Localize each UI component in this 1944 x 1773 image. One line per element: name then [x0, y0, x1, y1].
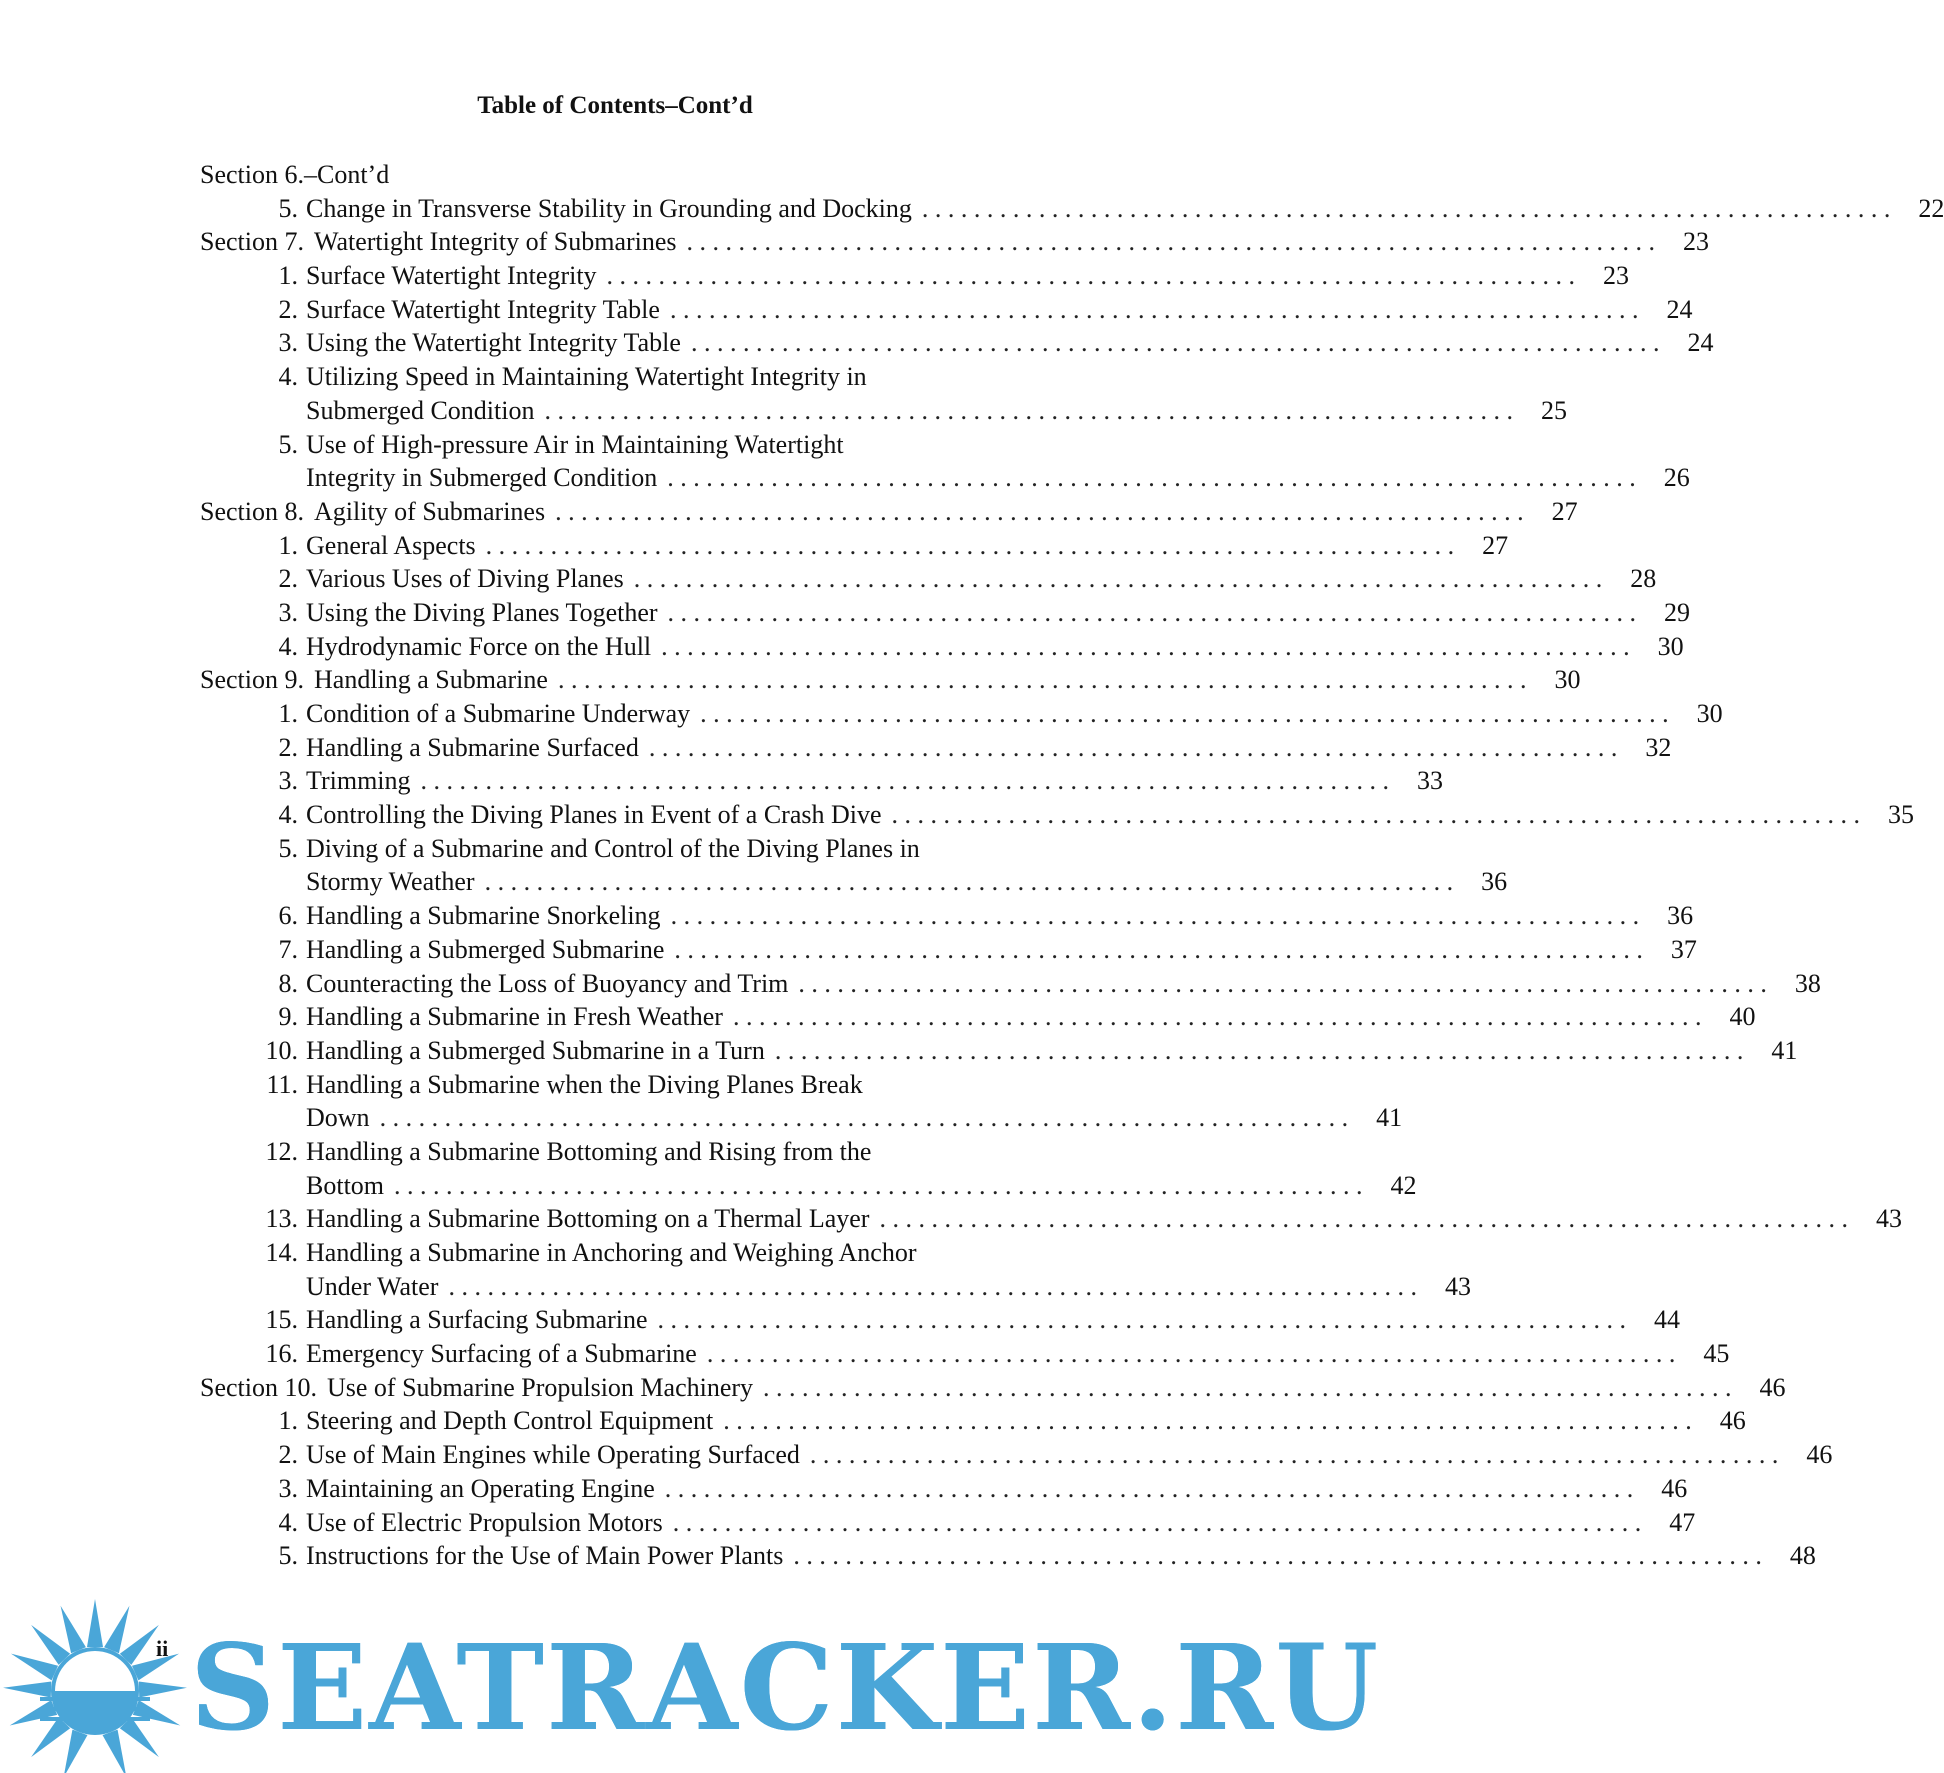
toc-entry-title: Use of Submarine Propulsion Machinery: [327, 1372, 754, 1402]
toc-dot-leader: [668, 596, 1637, 630]
toc-item-row: [200, 1303, 1681, 1337]
toc-page-number: 41: [1376, 1103, 1403, 1133]
toc-item-number: 16.: [265, 1339, 298, 1369]
toc-item-row: [200, 1337, 1730, 1371]
toc-page-number: 24: [1666, 294, 1693, 324]
toc-page-number: 30: [1554, 665, 1581, 695]
toc-entry-title: Handling a Submarine: [314, 665, 548, 695]
toc-item-number: 4.: [278, 1507, 298, 1537]
toc-page-number: 44: [1654, 1305, 1681, 1335]
toc-item-row: [200, 192, 1944, 226]
toc-item-row: [200, 1068, 1060, 1102]
toc-dot-leader: [879, 1202, 1848, 1236]
toc-section-heading: [200, 158, 1060, 192]
toc-item-number: 2.: [278, 732, 298, 762]
toc-entry-title: Handling a Submarine Bottoming and Rising from the: [306, 1136, 872, 1166]
toc-item-number: 4.: [278, 362, 298, 392]
table-of-contents: [200, 158, 1944, 1573]
toc-page-number: 47: [1669, 1507, 1696, 1537]
toc-page-number: 32: [1645, 732, 1672, 762]
toc-entry-title: Handling a Submarine in Anchoring and Weighing Anchor: [306, 1238, 917, 1267]
toc-section-label: Section 10.: [200, 1372, 317, 1402]
toc-item-number: 5.: [278, 429, 298, 459]
toc-entry-title: Handling a Surfacing Submarine: [306, 1305, 648, 1335]
toc-item-number: 5.: [278, 193, 298, 223]
page-number: ii: [156, 1636, 169, 1661]
toc-item-number: 2.: [278, 564, 298, 594]
toc-page-number: 38: [1794, 968, 1821, 998]
toc-dot-leader: [922, 192, 1891, 226]
toc-item-number: 10.: [265, 1035, 298, 1065]
toc-dot-leader: [670, 293, 1639, 327]
toc-dot-leader: [763, 1371, 1732, 1405]
toc-entry-title: Watertight Integrity of Submarines: [314, 227, 677, 257]
toc-item-number: 7.: [278, 934, 298, 964]
toc-item-row: [200, 731, 1672, 765]
toc-dot-leader: [607, 259, 1576, 293]
toc-page-number: 43: [1875, 1204, 1902, 1234]
toc-dot-leader: [380, 1101, 1349, 1135]
toc-dot-leader: [700, 697, 1669, 731]
toc-item-row: [200, 899, 1694, 933]
toc-section-label: Section 6.–Cont’d: [200, 160, 390, 189]
toc-item-row: [200, 1034, 1798, 1068]
toc-dot-leader: [674, 933, 1643, 967]
toc-entry-title: Counteracting the Loss of Buoyancy and Trim: [306, 968, 789, 998]
toc-item-number: 3.: [278, 766, 298, 796]
toc-item-row: [200, 1236, 1060, 1270]
toc-entry-title: Use of Main Engines while Operating Surfaced: [306, 1440, 800, 1470]
toc-dot-leader: [394, 1169, 1363, 1203]
toc-item-number: 2.: [278, 294, 298, 324]
toc-section-row: [200, 663, 1581, 697]
toc-item-row: [200, 1202, 1902, 1236]
toc-entry-title: Handling a Submerged Submarine: [306, 934, 665, 964]
toc-page-number: 23: [1603, 261, 1630, 291]
toc-page-number: 41: [1771, 1035, 1798, 1065]
toc-entry-title-continuation: Under Water: [306, 1271, 439, 1301]
toc-page-number: 46: [1759, 1372, 1786, 1402]
toc-page-number: 40: [1729, 1002, 1756, 1032]
toc-entry-title: Controlling the Diving Planes in Event of a Crash Dive: [306, 800, 882, 830]
toc-dot-leader: [634, 562, 1603, 596]
toc-dot-leader: [798, 967, 1767, 1001]
toc-item-row: [200, 1404, 1746, 1438]
toc-dot-leader: [661, 630, 1630, 664]
sun-icon: [0, 1595, 190, 1773]
toc-dot-leader: [448, 1270, 1417, 1304]
toc-item-number: 12.: [265, 1136, 298, 1166]
toc-page-number: 23: [1683, 227, 1710, 257]
toc-page-number: 37: [1670, 934, 1697, 964]
toc-item-row: [200, 1539, 1816, 1573]
toc-entry-title: Use of High-pressure Air in Maintaining Watertight: [306, 429, 844, 459]
toc-item-continuation-row: [200, 865, 1508, 899]
toc-section-label: Section 7.: [200, 227, 304, 257]
toc-item-row: [200, 1000, 1756, 1034]
toc-entry-title: Steering and Depth Control Equipment: [306, 1406, 714, 1436]
toc-item-number: 5.: [278, 1541, 298, 1571]
toc-section-row: [200, 1371, 1786, 1405]
watermark-text: SEATRACKER.RU: [190, 1618, 1381, 1757]
toc-item-number: 4.: [278, 800, 298, 830]
toc-page-number: 22: [1918, 193, 1944, 223]
toc-entry-title: Handling a Submarine Surfaced: [306, 732, 639, 762]
toc-dot-leader: [691, 326, 1660, 360]
toc-item-number: 3.: [278, 328, 298, 358]
toc-page-number: 28: [1630, 564, 1657, 594]
toc-page-number: 42: [1390, 1170, 1417, 1200]
toc-item-number: 8.: [278, 968, 298, 998]
toc-entry-title: Diving of a Submarine and Control of the Diving Planes in: [306, 833, 920, 863]
toc-item-row: [200, 630, 1684, 664]
toc-page-number: 43: [1444, 1271, 1471, 1301]
toc-item-row: [200, 832, 1060, 866]
toc-item-continuation-row: [200, 1270, 1471, 1304]
toc-entry-title-continuation: Submerged Condition: [306, 395, 535, 425]
toc-entry-title: Trimming: [306, 766, 411, 796]
toc-entry-title: Condition of a Submarine Underway: [306, 699, 691, 728]
toc-dot-leader: [793, 1539, 1762, 1573]
toc-item-number: 9.: [278, 1002, 298, 1032]
toc-dot-leader: [658, 1303, 1627, 1337]
toc-page-number: 48: [1789, 1541, 1816, 1571]
toc-item-row: [200, 697, 1723, 731]
toc-entry-title: Agility of Submarines: [314, 496, 546, 526]
toc-entry-title: Change in Transverse Stability in Grounding and Docking: [306, 193, 912, 223]
toc-item-row: [200, 259, 1630, 293]
toc-entry-title: Use of Electric Propulsion Motors: [306, 1507, 663, 1537]
toc-entry-title-continuation: Down: [306, 1103, 370, 1133]
toc-page-number: 26: [1663, 463, 1690, 493]
toc-item-row: [200, 967, 1821, 1001]
toc-entry-title-continuation: Stormy Weather: [306, 867, 475, 897]
toc-dot-leader: [775, 1034, 1744, 1068]
toc-entry-title: Emergency Surfacing of a Submarine: [306, 1339, 697, 1369]
toc-entry-title: Utilizing Speed in Maintaining Watertight Integrity in: [306, 362, 867, 392]
toc-entry-title-continuation: Bottom: [306, 1170, 385, 1200]
toc-section-label: Section 9.: [200, 665, 304, 695]
toc-dot-leader: [723, 1404, 1692, 1438]
toc-dot-leader: [707, 1337, 1676, 1371]
toc-entry-title: Handling a Submarine in Fresh Weather: [306, 1002, 723, 1032]
toc-item-row: [200, 360, 1060, 394]
toc-item-row: [200, 562, 1657, 596]
toc-entry-title: Handling a Submerged Submarine in a Turn: [306, 1035, 765, 1065]
toc-dot-leader: [486, 529, 1455, 563]
toc-item-number: 13.: [265, 1204, 298, 1234]
toc-item-row: [200, 764, 1444, 798]
toc-item-number: 5.: [278, 833, 298, 863]
toc-entry-title: Maintaining an Operating Engine: [306, 1473, 655, 1503]
toc-dot-leader: [485, 865, 1454, 899]
toc-page-number: 46: [1806, 1440, 1833, 1470]
toc-entry-title: Using the Diving Planes Together: [306, 597, 658, 627]
toc-page-number: 29: [1664, 597, 1691, 627]
toc-section-row: [200, 495, 1578, 529]
toc-entry-title: Hydrodynamic Force on the Hull: [306, 631, 652, 661]
toc-page-number: 36: [1481, 867, 1508, 897]
toc-page-number: 36: [1667, 901, 1694, 931]
toc-entry-title: Using the Watertight Integrity Table: [306, 328, 681, 358]
toc-item-row: [200, 326, 1714, 360]
toc-page-number: 35: [1888, 800, 1915, 830]
toc-entry-title: Various Uses of Diving Planes: [306, 564, 624, 594]
toc-page-number: 25: [1540, 395, 1567, 425]
toc-page-number: 46: [1719, 1406, 1746, 1436]
toc-page-number: 24: [1687, 328, 1714, 358]
toc-entry-title: Handling a Submarine Snorkeling: [306, 901, 661, 931]
toc-item-row: [200, 1135, 1060, 1169]
toc-page-number: 45: [1703, 1339, 1730, 1369]
toc-item-row: [200, 293, 1693, 327]
toc-dot-leader: [667, 461, 1636, 495]
toc-entry-title: Surface Watertight Integrity Table: [306, 294, 660, 324]
toc-dot-leader: [649, 731, 1618, 765]
toc-dot-leader: [558, 663, 1527, 697]
toc-section-row: [200, 225, 1710, 259]
toc-entry-title: Handling a Submarine Bottoming on a Thermal Layer: [306, 1204, 870, 1234]
toc-entry-title: Surface Watertight Integrity: [306, 261, 597, 291]
toc-page-number: 46: [1661, 1473, 1688, 1503]
toc-dot-leader: [892, 798, 1861, 832]
toc-dot-leader: [733, 1000, 1702, 1034]
toc-dot-leader: [555, 495, 1524, 529]
toc-page-number: 30: [1696, 699, 1723, 728]
toc-item-number: 1.: [278, 261, 298, 291]
toc-dot-leader: [671, 899, 1640, 933]
toc-item-number: 15.: [265, 1305, 298, 1335]
toc-item-number: 14.: [265, 1238, 298, 1267]
toc-item-row: [200, 798, 1915, 832]
toc-item-number: 2.: [278, 1440, 298, 1470]
toc-item-number: 4.: [278, 631, 298, 661]
toc-item-number: 11.: [266, 1069, 298, 1099]
page-title: Table of Contents–Cont’d: [477, 92, 753, 119]
toc-item-continuation-row: [200, 394, 1567, 428]
toc-entry-title: Instructions for the Use of Main Power Plants: [306, 1541, 784, 1571]
toc-dot-leader: [665, 1472, 1634, 1506]
toc-item-row: [200, 933, 1697, 967]
toc-item-continuation-row: [200, 1101, 1403, 1135]
toc-item-number: 3.: [278, 1473, 298, 1503]
toc-section-label: Section 8.: [200, 496, 304, 526]
toc-item-continuation-row: [200, 1169, 1417, 1203]
toc-item-row: [200, 1506, 1696, 1540]
toc-dot-leader: [421, 764, 1390, 798]
toc-page-number: 30: [1657, 631, 1684, 661]
toc-entry-title-continuation: Integrity in Submerged Condition: [306, 463, 658, 493]
toc-item-row: [200, 1438, 1833, 1472]
toc-page-number: 27: [1551, 496, 1578, 526]
toc-page-number: 33: [1417, 766, 1444, 796]
toc-item-row: [200, 428, 1060, 462]
toc-dot-leader: [687, 225, 1656, 259]
toc-item-number: 1.: [278, 1406, 298, 1436]
toc-item-row: [200, 529, 1509, 563]
toc-dot-leader: [673, 1506, 1642, 1540]
toc-dot-leader: [810, 1438, 1779, 1472]
toc-page-number: 27: [1482, 530, 1509, 560]
toc-item-number: 1.: [278, 699, 298, 728]
toc-entry-title: Handling a Submarine when the Diving Planes Break: [306, 1069, 863, 1099]
toc-item-number: 6.: [278, 901, 298, 931]
toc-item-number: 1.: [278, 530, 298, 560]
toc-item-number: 3.: [278, 597, 298, 627]
toc-item-row: [200, 1472, 1688, 1506]
toc-entry-title: General Aspects: [306, 530, 476, 560]
toc-dot-leader: [544, 394, 1513, 428]
toc-item-continuation-row: [200, 461, 1690, 495]
toc-item-row: [200, 596, 1691, 630]
